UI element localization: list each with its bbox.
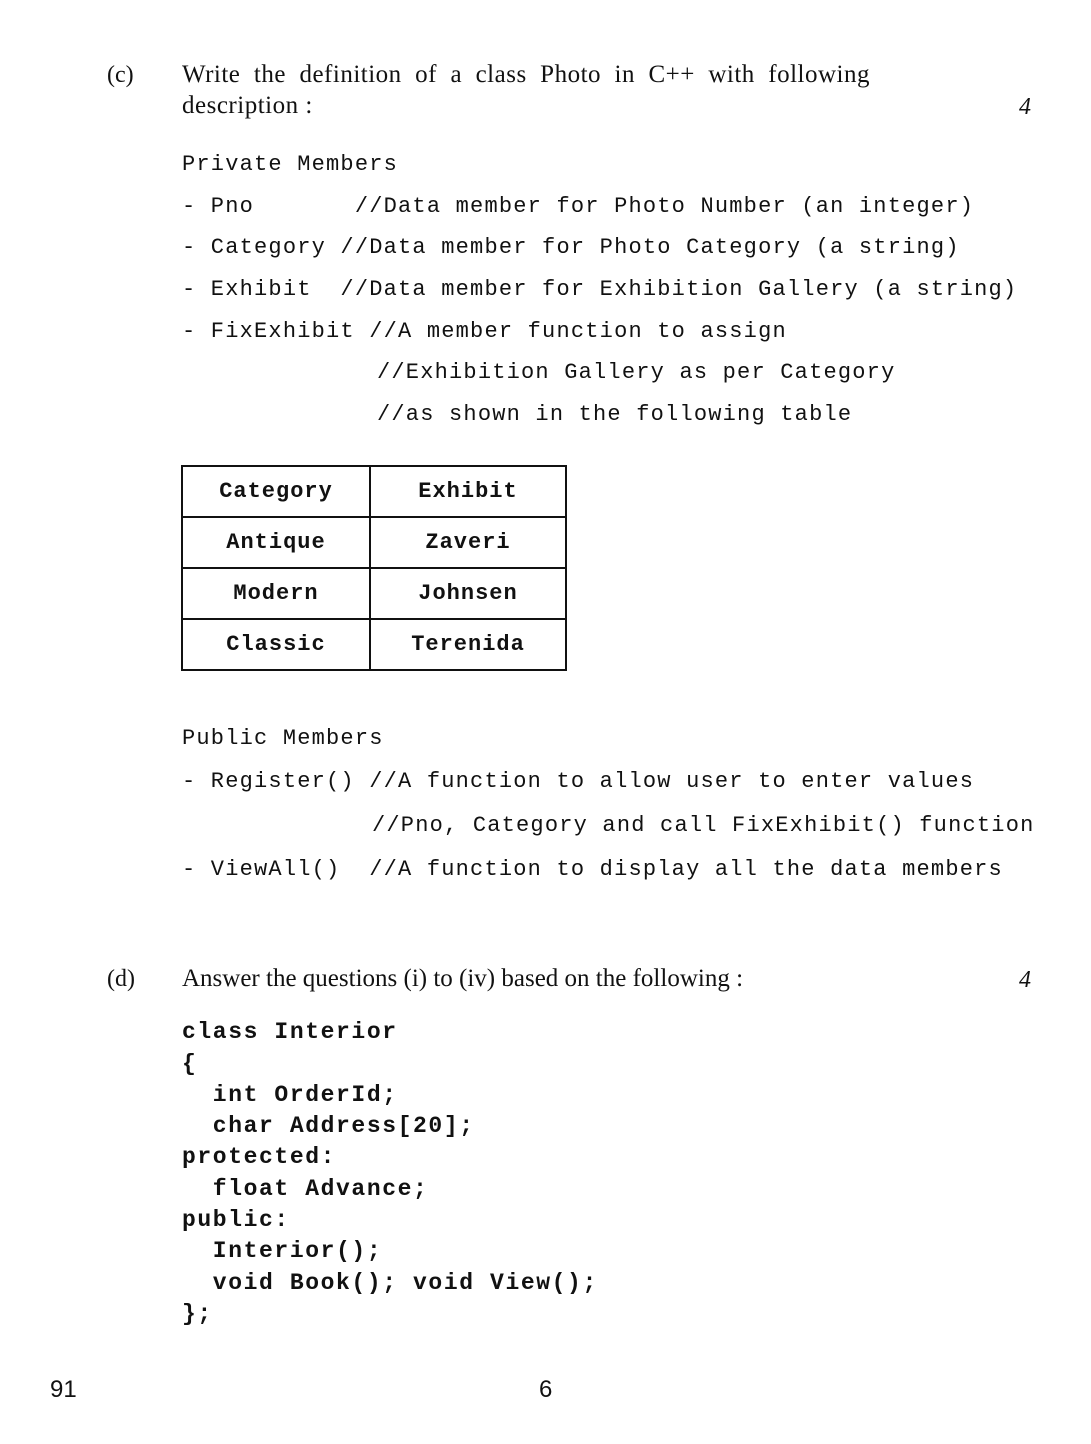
code-line: class Interior (182, 1019, 398, 1045)
table-row (182, 568, 566, 619)
fixexhibit-comment-line2: //Exhibition Gallery as per Category (377, 360, 896, 385)
private-member-fixexhibit: - FixExhibit //A member function to assign (182, 319, 787, 344)
private-member-category: - Category //Data member for Photo Category (a string) (182, 235, 960, 260)
part-d-question: Answer the questions (i) to (iv) based on the following : (182, 965, 744, 992)
part-d-label: (d) (107, 966, 135, 992)
part-c-question-line2: description : (182, 92, 313, 119)
table-cell: Classic (182, 619, 370, 670)
public-member-register: - Register() //A function to allow user to enter values (182, 769, 975, 794)
table-cell: Johnsen (370, 568, 566, 619)
table-cell: Modern (182, 568, 370, 619)
table-header-cell: Exhibit (370, 466, 566, 517)
table-header-cell: Category (182, 466, 370, 517)
code-line: int OrderId; (182, 1082, 398, 1108)
code-line: Interior(); (182, 1238, 383, 1264)
code-line: public: (182, 1207, 290, 1233)
private-members-heading: Private Members (182, 152, 399, 177)
code-line: void Book(); void View(); (182, 1270, 598, 1296)
register-comment-line2: //Pno, Category and call FixExhibit() function (372, 813, 1035, 838)
part-c-marks: 4 (1019, 94, 1031, 120)
part-c-question-line1: Write the definition of a class Photo in C++ with following (182, 61, 871, 88)
code-line: { (182, 1051, 198, 1077)
table-row (182, 619, 566, 670)
part-c-label: (c) (107, 62, 134, 88)
table-cell: Zaveri (370, 517, 566, 568)
table-row (182, 517, 566, 568)
part-d-marks: 4 (1019, 967, 1031, 993)
category-exhibit-table (181, 465, 567, 671)
code-line: char Address[20]; (182, 1113, 475, 1139)
public-members-heading: Public Members (182, 726, 384, 751)
public-member-viewall: - ViewAll() //A function to display all the data members (182, 857, 1003, 882)
private-member-pno: - Pno //Data member for Photo Number (an integer) (182, 194, 975, 219)
paper-code: 91 (50, 1376, 77, 1403)
private-member-exhibit: - Exhibit //Data member for Exhibition Gallery (a string) (182, 277, 1018, 302)
table-header-row (182, 466, 566, 517)
fixexhibit-comment-line3: //as shown in the following table (377, 402, 853, 427)
code-line: }; (182, 1301, 213, 1327)
code-line: float Advance; (182, 1176, 429, 1202)
page-number: 6 (539, 1376, 553, 1403)
table-cell: Antique (182, 517, 370, 568)
table-cell: Terenida (370, 619, 566, 670)
code-line: protected: (182, 1144, 337, 1170)
